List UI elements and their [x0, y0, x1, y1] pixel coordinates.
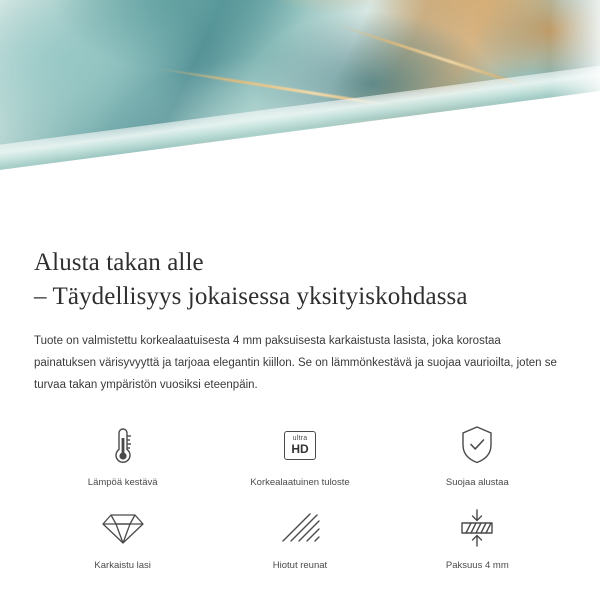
feature-label: Paksuus 4 mm — [445, 560, 509, 571]
diamond-icon — [102, 505, 144, 551]
feature-item — [211, 505, 388, 572]
page-title — [34, 246, 566, 314]
feature-item — [34, 505, 211, 572]
headline-line-2: – Täydellisyys jokaisessa yksityiskohdassa — [34, 283, 468, 310]
feature-item — [389, 505, 566, 572]
hero-product-image — [0, 0, 600, 228]
ultra-hd-badge-bottom: HD — [291, 441, 309, 456]
description-paragraph: Tuote on valmistettu korkealaatuisesta 4 mm paksuisesta karkaistusta lasista, joka korostaa painatuksen värisyvyyttä ja tarjoaa elegantin kiillon. Se on lämmönkestävä ja suojaa vaurioilta, joten se turvaa takan ympäristön vuosiksi eteenpäin. — [34, 335, 557, 391]
polished-edges-icon — [280, 505, 320, 551]
feature-item — [389, 422, 566, 489]
feature-label: Karkaistu lasi — [94, 560, 151, 571]
shield-check-icon — [459, 422, 495, 468]
thermometer-icon — [110, 422, 136, 468]
feature-item — [34, 422, 211, 489]
feature-label: Lämpöä kestävä — [87, 477, 158, 488]
feature-label: Korkealaatuinen tuloste — [250, 477, 350, 488]
ultra-hd-icon — [284, 422, 315, 468]
feature-grid — [34, 422, 566, 572]
feature-label: Hiotut reunat — [272, 560, 328, 571]
content-area — [0, 246, 600, 572]
feature-item — [211, 422, 388, 489]
image-right-fade — [550, 0, 600, 228]
ultra-hd-badge-top: ultra — [292, 434, 308, 442]
thickness-arrows-icon — [457, 505, 497, 551]
feature-label: Suojaa alustaa — [445, 477, 509, 488]
headline-line-1: Alusta takan alle — [34, 249, 204, 276]
